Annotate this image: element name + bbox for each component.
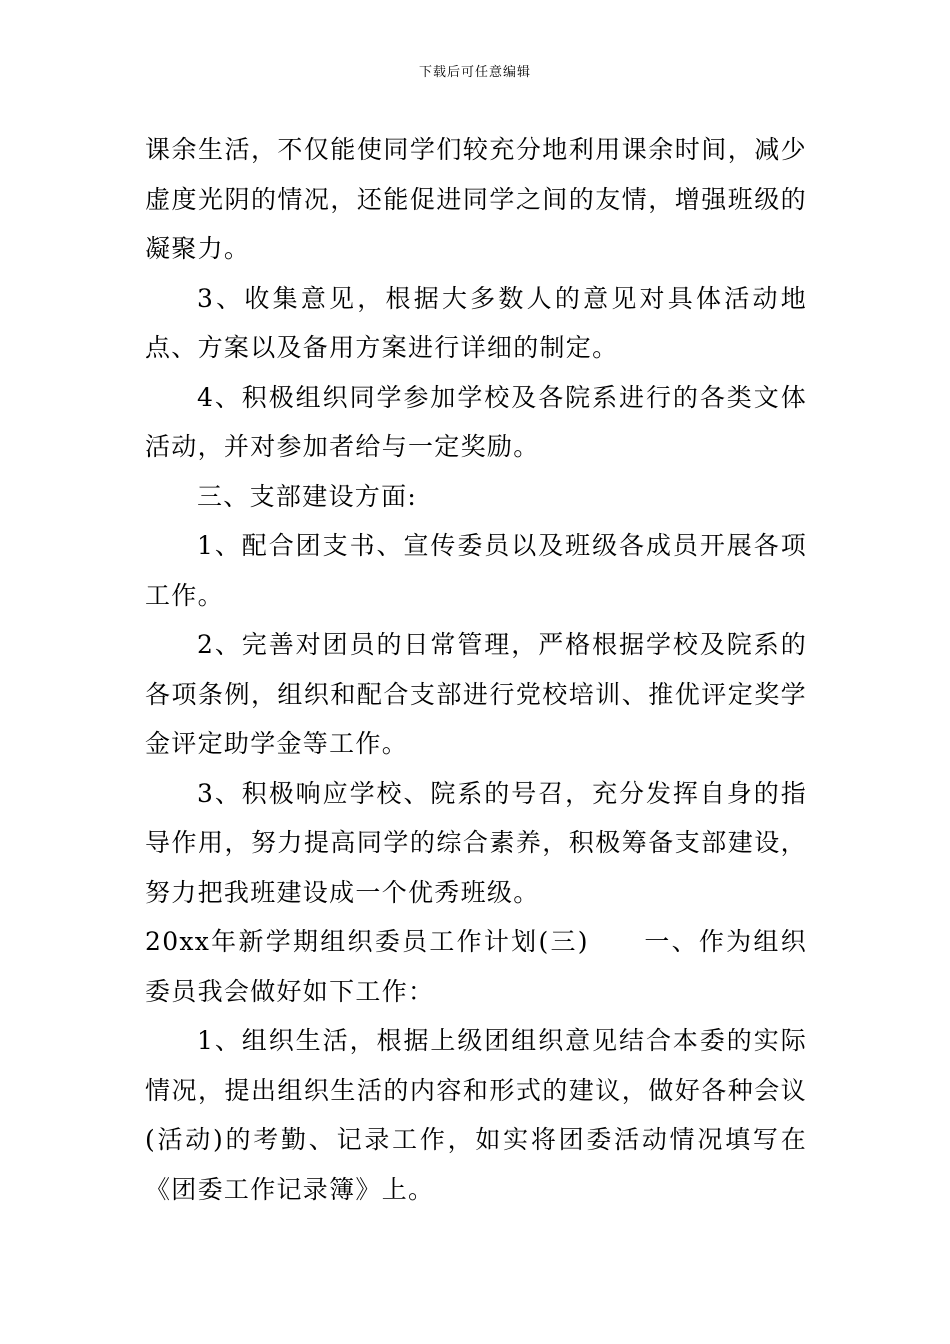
document-body: [145, 125, 807, 1214]
section-heading-branch-building: 三、支部建设方面:: [197, 481, 418, 511]
paragraph-item-3-collect-opinions: 3、收集意见，根据大多数人的意见对具体活动地点、方案以及备用方案进行详细的制定。: [145, 283, 807, 362]
paragraph-item-4-organize-activities: 4、积极组织同学参加学校及各院系进行的各类文体活动，并对参加者给与一定奖励。: [145, 382, 807, 461]
paragraph-item-1-organization-life: 1、组织生活，根据上级团组织意见结合本委的实际情况，提出组织生活的内容和形式的建议，做好各种会议(活动)的考勤、记录工作，如实将团委活动情况填写在《团委工作记录簿》上。: [145, 1026, 807, 1204]
paragraph-item-2-management: 2、完善对团员的日常管理，严格根据学校及院系的各项条例，组织和配合支部进行党校培训、推优评定奖学金评定助学金等工作。: [145, 630, 807, 758]
paragraph-continuation: 课余生活，不仅能使同学们较充分地利用课余时间，减少虚度光阴的情况，还能促进同学之间的友情，增强班级的凝聚力。: [145, 135, 807, 263]
page-header-note: 下载后可任意编辑: [418, 65, 531, 80]
paragraph-item-3-respond: 3、积极响应学校、院系的号召，充分发挥自身的指导作用，努力提高同学的综合素养，积极筹备支部建设，努力把我班建设成一个优秀班级。: [145, 778, 807, 907]
paragraph-item-1-cooperate: 1、配合团支书、宣传委员以及班级各成员开展各项工作。: [145, 531, 807, 610]
plan-title-paragraph: 20xx年新学期组织委员工作计划(三) 一、作为组织委员我会做好如下工作：: [145, 927, 807, 1006]
